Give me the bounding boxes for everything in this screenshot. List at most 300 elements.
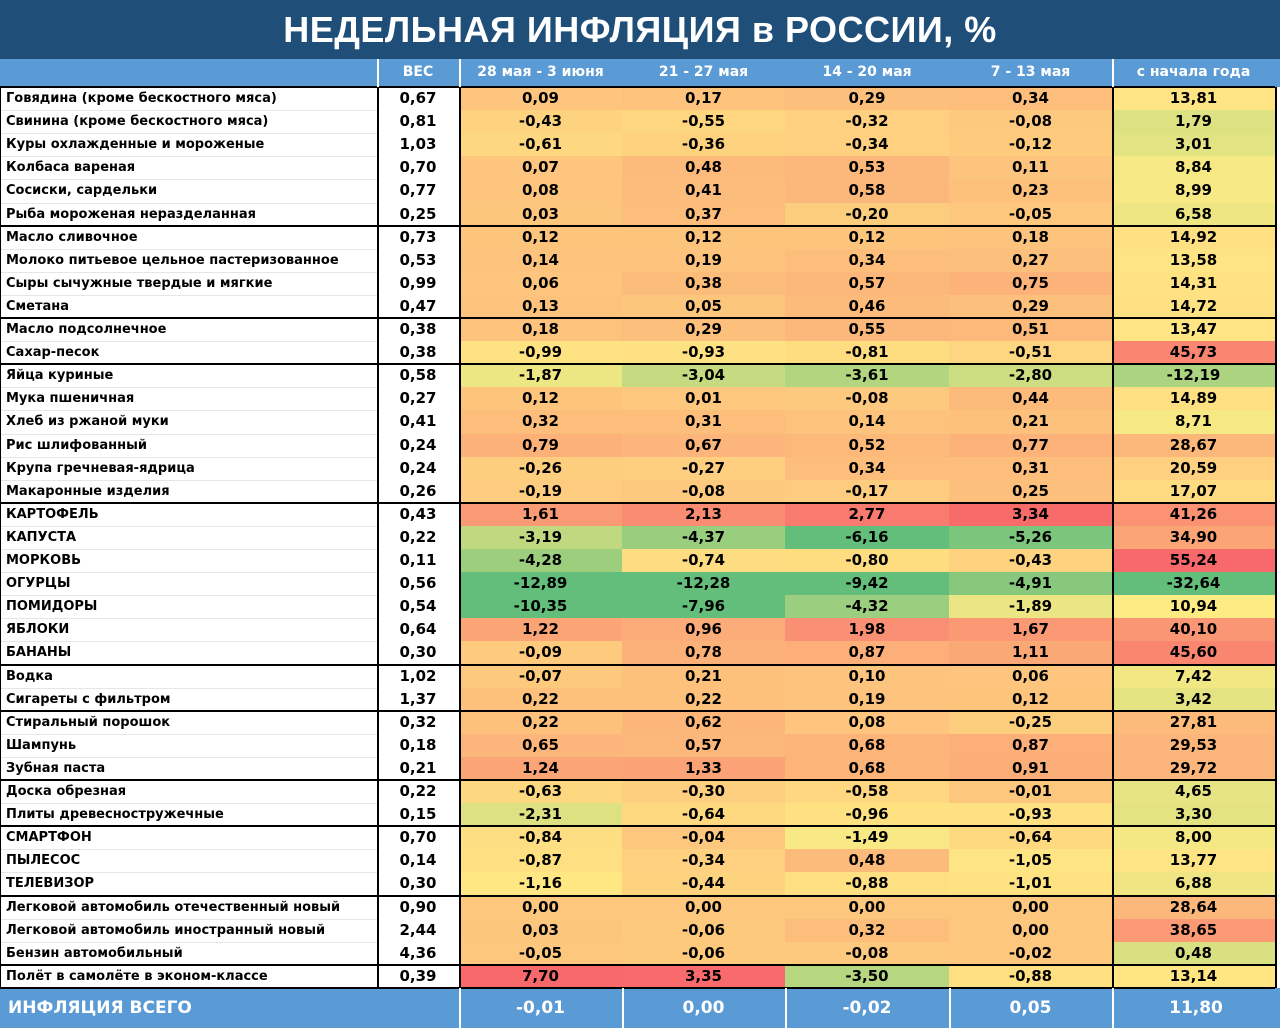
weight-value: 0,22	[377, 780, 459, 803]
ytd-value: 13,47	[1112, 318, 1275, 341]
row-label: Сосиски, сардельки	[0, 179, 377, 202]
week-value: 0,06	[459, 272, 622, 295]
grid-line	[0, 942, 377, 943]
week-value: 3,34	[949, 503, 1112, 526]
grid-line	[0, 341, 377, 342]
week-value: 0,29	[622, 318, 785, 341]
weight-value: 0,39	[377, 965, 459, 988]
ytd-value: 28,64	[1112, 896, 1275, 919]
row-label: Молоко питьевое цельное пастеризованное	[0, 249, 377, 272]
row-label: ТЕЛЕВИЗОР	[0, 872, 377, 895]
row-label: Говядина (кроме бескостного мяса)	[0, 87, 377, 110]
week-value: 3,35	[622, 965, 785, 988]
grid-line	[0, 410, 377, 411]
week-value: 0,07	[459, 156, 622, 179]
week-value: -4,28	[459, 549, 622, 572]
grid-line	[0, 987, 1275, 989]
week-value: -0,27	[622, 457, 785, 480]
week-value: -0,06	[622, 942, 785, 965]
row-label: ЯБЛОКИ	[0, 618, 377, 641]
week-value: -0,80	[785, 549, 949, 572]
week-value: 0,48	[785, 849, 949, 872]
grid-line	[0, 272, 377, 273]
grid-line	[0, 803, 377, 804]
week-value: 0,14	[459, 249, 622, 272]
ytd-value: 41,26	[1112, 503, 1275, 526]
ytd-value: 45,73	[1112, 341, 1275, 364]
week-value: -0,88	[949, 965, 1112, 988]
week-value: 0,57	[785, 272, 949, 295]
ytd-value: 45,60	[1112, 641, 1275, 664]
weight-value: 0,47	[377, 295, 459, 318]
ytd-value: 29,72	[1112, 757, 1275, 780]
row-label: СМАРТФОН	[0, 826, 377, 849]
week-value: -1,01	[949, 872, 1112, 895]
week-value: -0,05	[949, 203, 1112, 226]
week-value: 0,78	[622, 641, 785, 664]
ytd-value: 8,99	[1112, 179, 1275, 202]
week-value: -0,12	[949, 133, 1112, 156]
row-label: Сметана	[0, 295, 377, 318]
week-value: 0,58	[785, 179, 949, 202]
week-value: 0,75	[949, 272, 1112, 295]
grid-line	[0, 363, 1275, 365]
week-value: -0,51	[949, 341, 1112, 364]
week-value: 0,09	[459, 87, 622, 110]
week-value: -0,34	[785, 133, 949, 156]
week-value: 0,29	[785, 87, 949, 110]
week-value: -0,93	[622, 341, 785, 364]
row-label: Макаронные изделия	[0, 480, 377, 503]
week-value: -4,91	[949, 572, 1112, 595]
week-value: 0,19	[785, 688, 949, 711]
column-header: 14 - 20 мая	[785, 59, 949, 87]
row-label: Стиральный порошок	[0, 711, 377, 734]
week-value: 0,00	[785, 896, 949, 919]
ytd-value: 3,42	[1112, 688, 1275, 711]
week-value: -0,96	[785, 803, 949, 826]
week-value: 0,12	[459, 387, 622, 410]
week-value: -0,93	[949, 803, 1112, 826]
week-value: -1,05	[949, 849, 1112, 872]
grid-line	[0, 641, 377, 642]
total-week-value: 0,05	[949, 988, 1112, 1028]
grid-line	[1112, 87, 1114, 988]
row-label: Сахар-песок	[0, 341, 377, 364]
weight-value: 0,25	[377, 203, 459, 226]
week-value: 0,91	[949, 757, 1112, 780]
footer-divider	[785, 988, 787, 1028]
week-value: 0,13	[459, 295, 622, 318]
ytd-value: -32,64	[1112, 572, 1275, 595]
week-value: 0,27	[949, 249, 1112, 272]
week-value: 0,06	[949, 665, 1112, 688]
week-value: 0,10	[785, 665, 949, 688]
week-value: 0,29	[949, 295, 1112, 318]
week-value: 0,11	[949, 156, 1112, 179]
week-value: -0,87	[459, 849, 622, 872]
week-value: 0,31	[622, 410, 785, 433]
week-value: 0,12	[785, 226, 949, 249]
grid-line	[0, 664, 1275, 666]
header-divider	[1112, 59, 1114, 87]
week-value: 0,32	[785, 919, 949, 942]
week-value: -0,44	[622, 872, 785, 895]
grid-line	[1275, 87, 1277, 988]
ytd-value: 7,42	[1112, 665, 1275, 688]
week-value: 0,37	[622, 203, 785, 226]
grid-line	[0, 895, 1275, 897]
week-value: 1,33	[622, 757, 785, 780]
ytd-value: 8,71	[1112, 410, 1275, 433]
week-value: 0,00	[459, 896, 622, 919]
week-value: -3,50	[785, 965, 949, 988]
week-value: -0,88	[785, 872, 949, 895]
week-value: -0,26	[459, 457, 622, 480]
week-value: 1,11	[949, 641, 1112, 664]
week-value: -10,35	[459, 595, 622, 618]
row-label: Крупа гречневая-ядрица	[0, 457, 377, 480]
ytd-value: 13,58	[1112, 249, 1275, 272]
row-label: Масло подсолнечное	[0, 318, 377, 341]
week-value: 0,21	[949, 410, 1112, 433]
week-value: 0,22	[459, 711, 622, 734]
week-value: -0,43	[949, 549, 1112, 572]
ytd-value: 34,90	[1112, 526, 1275, 549]
column-header: 21 - 27 мая	[622, 59, 785, 87]
grid-line	[0, 110, 377, 111]
row-label: Сигареты с фильтром	[0, 688, 377, 711]
footer-divider	[949, 988, 951, 1028]
week-value: -0,20	[785, 203, 949, 226]
weight-value: 0,70	[377, 826, 459, 849]
row-label: Плиты древесностружечные	[0, 803, 377, 826]
weight-value: 1,37	[377, 688, 459, 711]
column-header: ВЕС	[377, 59, 459, 87]
week-value: -0,01	[949, 780, 1112, 803]
week-value: -3,19	[459, 526, 622, 549]
grid-line	[0, 595, 377, 596]
week-value: -0,09	[459, 641, 622, 664]
footer-divider	[622, 988, 624, 1028]
grid-line	[0, 387, 377, 388]
row-label: Масло сливочное	[0, 226, 377, 249]
week-value: 2,77	[785, 503, 949, 526]
week-value: 0,51	[949, 318, 1112, 341]
weight-value: 0,26	[377, 480, 459, 503]
weight-value: 0,70	[377, 156, 459, 179]
week-value: 0,65	[459, 734, 622, 757]
weight-value: 0,56	[377, 572, 459, 595]
week-value: 0,12	[459, 226, 622, 249]
week-value: -0,06	[622, 919, 785, 942]
grid-line	[0, 849, 377, 850]
week-value: 0,48	[622, 156, 785, 179]
ytd-value: 1,79	[1112, 110, 1275, 133]
row-label: Зубная паста	[0, 757, 377, 780]
week-value: 1,61	[459, 503, 622, 526]
header-edge	[1275, 59, 1280, 87]
week-value: -0,30	[622, 780, 785, 803]
week-value: -7,96	[622, 595, 785, 618]
weight-value: 0,77	[377, 179, 459, 202]
weight-value: 0,41	[377, 410, 459, 433]
weight-value: 4,36	[377, 942, 459, 965]
week-value: 0,08	[785, 711, 949, 734]
ytd-value: 14,72	[1112, 295, 1275, 318]
row-label: КАРТОФЕЛЬ	[0, 503, 377, 526]
weight-value: 0,30	[377, 641, 459, 664]
row-label: Куры охлажденные и мороженые	[0, 133, 377, 156]
week-value: 0,12	[622, 226, 785, 249]
grid-line	[0, 919, 377, 920]
row-label: Доска обрезная	[0, 780, 377, 803]
week-value: 0,34	[785, 249, 949, 272]
ytd-value: 55,24	[1112, 549, 1275, 572]
ytd-value: 4,65	[1112, 780, 1275, 803]
row-label: ПОМИДОРЫ	[0, 595, 377, 618]
week-value: 0,87	[785, 641, 949, 664]
grid-line	[0, 688, 377, 689]
week-value: 1,98	[785, 618, 949, 641]
week-value: -2,31	[459, 803, 622, 826]
week-value: 0,52	[785, 434, 949, 457]
week-value: -0,64	[622, 803, 785, 826]
ytd-value: 14,92	[1112, 226, 1275, 249]
row-label: Мука пшеничная	[0, 387, 377, 410]
row-label: МОРКОВЬ	[0, 549, 377, 572]
ytd-value: 17,07	[1112, 480, 1275, 503]
week-value: -12,89	[459, 572, 622, 595]
week-value: -0,61	[459, 133, 622, 156]
grid-line	[0, 825, 1275, 827]
week-value: 0,21	[622, 665, 785, 688]
total-label: ИНФЛЯЦИЯ ВСЕГО	[0, 988, 459, 1028]
week-value: -6,16	[785, 526, 949, 549]
ytd-value: 38,65	[1112, 919, 1275, 942]
ytd-value: 3,01	[1112, 133, 1275, 156]
week-value: -0,99	[459, 341, 622, 364]
week-value: -0,17	[785, 480, 949, 503]
week-value: -4,37	[622, 526, 785, 549]
week-value: 2,13	[622, 503, 785, 526]
week-value: 0,19	[622, 249, 785, 272]
row-label: Полёт в самолёте в эконом-классе	[0, 965, 377, 988]
week-value: -0,08	[949, 110, 1112, 133]
week-value: 0,67	[622, 434, 785, 457]
weight-value: 0,27	[377, 387, 459, 410]
week-value: 0,79	[459, 434, 622, 457]
weight-value: 0,58	[377, 364, 459, 387]
grid-line	[0, 434, 377, 435]
week-value: 0,00	[949, 896, 1112, 919]
week-value: 0,32	[459, 410, 622, 433]
weight-value: 1,03	[377, 133, 459, 156]
weight-value: 2,44	[377, 919, 459, 942]
header-divider	[459, 59, 461, 87]
weight-value: 0,38	[377, 318, 459, 341]
week-value: -0,63	[459, 780, 622, 803]
weight-value: 0,73	[377, 226, 459, 249]
grid-line	[0, 549, 377, 550]
week-value: 0,34	[785, 457, 949, 480]
week-value: 0,18	[949, 226, 1112, 249]
weight-value: 0,67	[377, 87, 459, 110]
week-value: 0,62	[622, 711, 785, 734]
week-value: -3,04	[622, 364, 785, 387]
week-value: 0,03	[459, 919, 622, 942]
week-value: 0,77	[949, 434, 1112, 457]
week-value: 0,25	[949, 480, 1112, 503]
week-value: -1,16	[459, 872, 622, 895]
grid-line	[0, 572, 377, 573]
ytd-value: 14,31	[1112, 272, 1275, 295]
row-label: Сыры сычужные твердые и мягкие	[0, 272, 377, 295]
weight-value: 0,21	[377, 757, 459, 780]
ytd-value: 27,81	[1112, 711, 1275, 734]
grid-line	[0, 872, 377, 873]
week-value: 0,31	[949, 457, 1112, 480]
week-value: 0,46	[785, 295, 949, 318]
week-value: -5,26	[949, 526, 1112, 549]
week-value: -0,08	[622, 480, 785, 503]
week-value: 1,24	[459, 757, 622, 780]
weight-value: 0,99	[377, 272, 459, 295]
grid-line	[0, 502, 1275, 504]
grid-line	[459, 87, 461, 988]
grid-line	[0, 526, 377, 527]
week-value: 0,08	[459, 179, 622, 202]
week-value: -0,25	[949, 711, 1112, 734]
ytd-value: 28,67	[1112, 434, 1275, 457]
footer-divider	[1112, 988, 1114, 1028]
weight-value: 0,32	[377, 711, 459, 734]
ytd-value: 6,58	[1112, 203, 1275, 226]
grid-line	[0, 964, 1275, 966]
week-value: -0,04	[622, 826, 785, 849]
week-value: 0,12	[949, 688, 1112, 711]
grid-line	[0, 249, 377, 250]
week-value: 0,55	[785, 318, 949, 341]
week-value: -0,84	[459, 826, 622, 849]
row-label: Яйца куриные	[0, 364, 377, 387]
week-value: 0,53	[785, 156, 949, 179]
week-value: -0,19	[459, 480, 622, 503]
week-value: -4,32	[785, 595, 949, 618]
grid-line	[0, 179, 377, 180]
week-value: 0,96	[622, 618, 785, 641]
column-header	[0, 59, 377, 87]
row-label: Легковой автомобиль отечественный новый	[0, 896, 377, 919]
grid-line	[0, 317, 1275, 319]
week-value: -0,74	[622, 549, 785, 572]
week-value: -1,49	[785, 826, 949, 849]
weight-value: 1,02	[377, 665, 459, 688]
week-value: -12,28	[622, 572, 785, 595]
week-value: -0,55	[622, 110, 785, 133]
ytd-value: -12,19	[1112, 364, 1275, 387]
weight-value: 0,38	[377, 341, 459, 364]
page-title: НЕДЕЛЬНАЯ ИНФЛЯЦИЯ в РОССИИ, %	[0, 0, 1280, 59]
week-value: 0,41	[622, 179, 785, 202]
weight-value: 0,22	[377, 526, 459, 549]
weight-value: 0,18	[377, 734, 459, 757]
ytd-value: 13,81	[1112, 87, 1275, 110]
grid-line	[0, 757, 377, 758]
grid-line	[0, 203, 377, 204]
week-value: -0,36	[622, 133, 785, 156]
week-value: 0,22	[459, 688, 622, 711]
week-value: 0,44	[949, 387, 1112, 410]
ytd-value: 3,30	[1112, 803, 1275, 826]
week-value: -1,89	[949, 595, 1112, 618]
week-value: -0,05	[459, 942, 622, 965]
ytd-value: 13,14	[1112, 965, 1275, 988]
grid-line	[0, 710, 1275, 712]
footer-divider	[459, 988, 461, 1028]
week-value: -0,43	[459, 110, 622, 133]
total-ytd-value: 11,80	[1112, 988, 1280, 1028]
week-value: -0,64	[949, 826, 1112, 849]
row-label: КАПУСТА	[0, 526, 377, 549]
week-value: -0,02	[949, 942, 1112, 965]
ytd-value: 6,88	[1112, 872, 1275, 895]
week-value: 0,17	[622, 87, 785, 110]
week-value: 0,00	[622, 896, 785, 919]
column-header: 7 - 13 мая	[949, 59, 1112, 87]
grid-line	[0, 156, 377, 157]
week-value: -0,08	[785, 387, 949, 410]
grid-line	[0, 779, 1275, 781]
ytd-value: 14,89	[1112, 387, 1275, 410]
week-value: 1,67	[949, 618, 1112, 641]
ytd-value: 13,77	[1112, 849, 1275, 872]
weight-value: 0,53	[377, 249, 459, 272]
grid-line	[0, 225, 1275, 227]
week-value: 0,87	[949, 734, 1112, 757]
weight-value: 0,24	[377, 457, 459, 480]
weight-value: 0,54	[377, 595, 459, 618]
inflation-table	[0, 59, 1280, 1028]
row-label: ОГУРЦЫ	[0, 572, 377, 595]
weight-value: 0,11	[377, 549, 459, 572]
week-value: 0,68	[785, 734, 949, 757]
week-value: -0,07	[459, 665, 622, 688]
week-value: 0,34	[949, 87, 1112, 110]
week-value: 0,23	[949, 179, 1112, 202]
week-value: -0,34	[622, 849, 785, 872]
week-value: 0,18	[459, 318, 622, 341]
grid-line	[0, 618, 377, 619]
week-value: 0,00	[949, 919, 1112, 942]
row-label: Колбаса вареная	[0, 156, 377, 179]
week-value: -0,58	[785, 780, 949, 803]
grid-line	[377, 87, 379, 988]
grid-line	[0, 86, 1275, 88]
row-label: ПЫЛЕСОС	[0, 849, 377, 872]
weight-value: 0,43	[377, 503, 459, 526]
weight-value: 0,30	[377, 872, 459, 895]
grid-line	[0, 457, 377, 458]
week-value: 0,14	[785, 410, 949, 433]
week-value: -0,08	[785, 942, 949, 965]
ytd-value: 40,10	[1112, 618, 1275, 641]
row-label: Легковой автомобиль иностранный новый	[0, 919, 377, 942]
ytd-value: 20,59	[1112, 457, 1275, 480]
row-label: Хлеб из ржаной муки	[0, 410, 377, 433]
week-value: 0,01	[622, 387, 785, 410]
grid-line	[0, 295, 377, 296]
